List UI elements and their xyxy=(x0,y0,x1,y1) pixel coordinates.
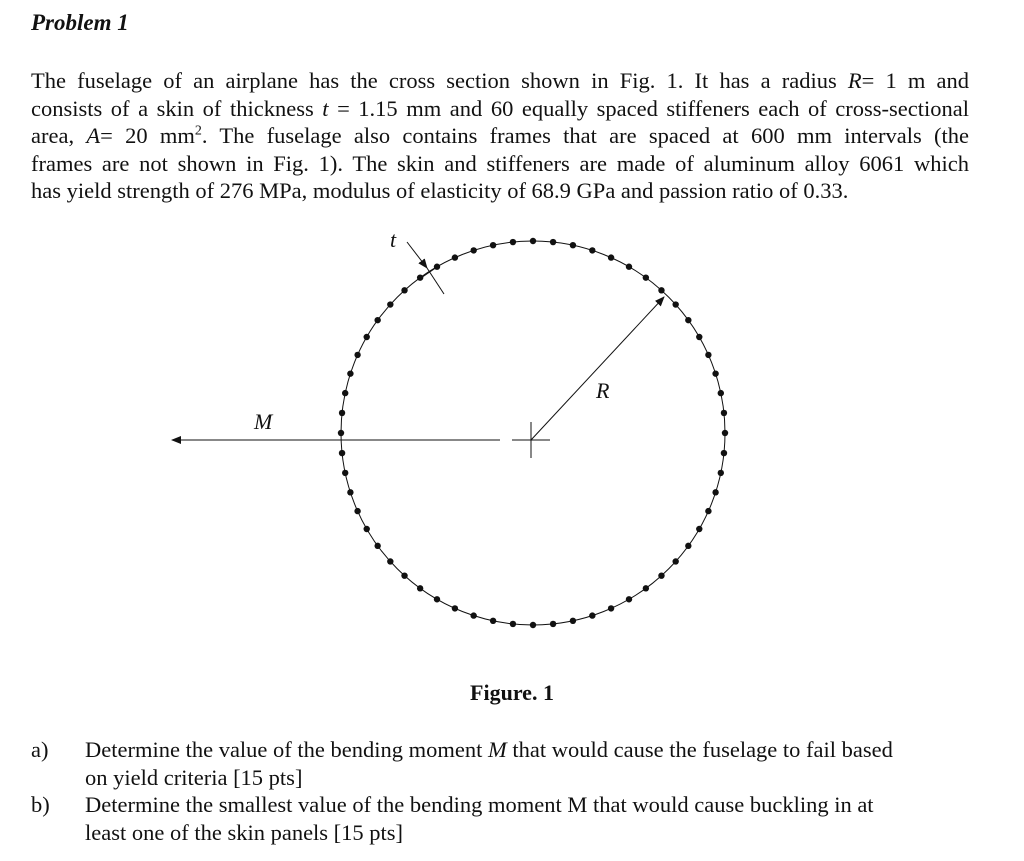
moment-label: M xyxy=(254,409,273,434)
stiffener-dot xyxy=(490,618,496,624)
stiffener-dot xyxy=(589,612,595,618)
question-b-text: Determine the smallest value of the bending moment M that would cause buckling in at least one of the skin panels [15 pts] xyxy=(85,792,874,845)
stiffeners xyxy=(338,238,728,628)
stiffener-dot xyxy=(685,317,691,323)
stiffener-dot xyxy=(530,238,536,244)
stiffener-dot xyxy=(401,572,407,578)
thickness-arrow xyxy=(407,242,427,268)
stiffener-dot xyxy=(452,605,458,611)
fuselage-cross-section-figure xyxy=(0,220,1024,640)
stiffener-dot xyxy=(718,470,724,476)
statement-line-2: consists of a skin of thickness t = 1.15 mm and 60 equally spaced stiffeners each of cross-sectional xyxy=(31,95,969,121)
problem-title: Problem 1 xyxy=(31,10,129,35)
stiffener-dot xyxy=(347,489,353,495)
stiffener-dot xyxy=(342,470,348,476)
stiffener-dot xyxy=(550,239,556,245)
stiffener-dot xyxy=(401,287,407,293)
stiffener-dot xyxy=(510,239,516,245)
radius-label: R xyxy=(596,378,610,403)
stiffener-dot xyxy=(470,247,476,253)
stiffener-dot xyxy=(589,247,595,253)
stiffener-dot xyxy=(530,622,536,628)
statement-line-4: frames are not shown in Fig. 1). The skin and stiffeners are made of aluminum alloy 6061 which xyxy=(31,150,969,176)
stiffener-dot xyxy=(608,254,614,260)
question-b-label: b) xyxy=(31,792,50,817)
stiffener-dot xyxy=(354,508,360,514)
stiffener-dot xyxy=(387,301,393,307)
thickness-cross-tick xyxy=(418,265,440,280)
stiffener-dot xyxy=(342,390,348,396)
stiffener-dot xyxy=(452,254,458,260)
stiffener-dot xyxy=(685,543,691,549)
stiffener-dot xyxy=(712,370,718,376)
fuselage-skin-circle xyxy=(341,241,725,625)
stiffener-dot xyxy=(658,287,664,293)
stiffener-dot xyxy=(721,410,727,416)
stiffener-dot xyxy=(672,301,678,307)
stiffener-dot xyxy=(338,430,344,436)
stiffener-dot xyxy=(626,264,632,270)
stiffener-dot xyxy=(387,558,393,564)
stiffener-dot xyxy=(417,585,423,591)
stiffener-dot xyxy=(643,274,649,280)
stiffener-dot xyxy=(354,352,360,358)
stiffener-dot xyxy=(721,450,727,456)
stiffener-dot xyxy=(718,390,724,396)
stiffener-dot xyxy=(374,543,380,549)
stiffener-dot xyxy=(570,618,576,624)
stiffener-dot xyxy=(434,596,440,602)
figure-caption: Figure. 1 xyxy=(470,680,554,705)
question-a-label: a) xyxy=(31,737,49,762)
stiffener-dot xyxy=(672,558,678,564)
problem-statement xyxy=(31,67,969,205)
stiffener-dot xyxy=(608,605,614,611)
stiffener-dot xyxy=(364,526,370,532)
statement-line-5: has yield strength of 276 MPa, modulus of elasticity of 68.9 GPa and passion ratio of 0.33. xyxy=(31,178,849,203)
stiffener-dot xyxy=(347,370,353,376)
stiffener-dot xyxy=(696,334,702,340)
stiffener-dot xyxy=(339,450,345,456)
stiffener-dot xyxy=(510,621,516,627)
stiffener-dot xyxy=(417,274,423,280)
stiffener-dot xyxy=(339,410,345,416)
stiffener-dot xyxy=(696,526,702,532)
statement-line-3: area, A= 20 $mm^2$. The fuselage also contains frames that are spaced at 600 mm intervals (the xyxy=(31,123,969,148)
stiffener-dot xyxy=(705,508,711,514)
stiffener-dot xyxy=(643,585,649,591)
stiffener-dot xyxy=(626,596,632,602)
statement-line-1: The fuselage of an airplane has the cross section shown in Fig. 1. It has a radius R= 1 m and xyxy=(31,68,969,93)
stiffener-dot xyxy=(364,334,370,340)
stiffener-dot xyxy=(490,242,496,248)
stiffener-dot xyxy=(470,612,476,618)
stiffener-dot xyxy=(658,572,664,578)
stiffener-dot xyxy=(570,242,576,248)
stiffener-dot xyxy=(722,430,728,436)
thickness-label: t xyxy=(390,227,397,252)
radius-arrow xyxy=(531,297,664,440)
stiffener-dot xyxy=(550,621,556,627)
question-a-text: Determine the value of the bending moment M that would cause the fuselage to fail based on yield criteria [15 pts] xyxy=(85,737,893,790)
stiffener-dot xyxy=(374,317,380,323)
stiffener-dot xyxy=(705,352,711,358)
stiffener-dot xyxy=(712,489,718,495)
